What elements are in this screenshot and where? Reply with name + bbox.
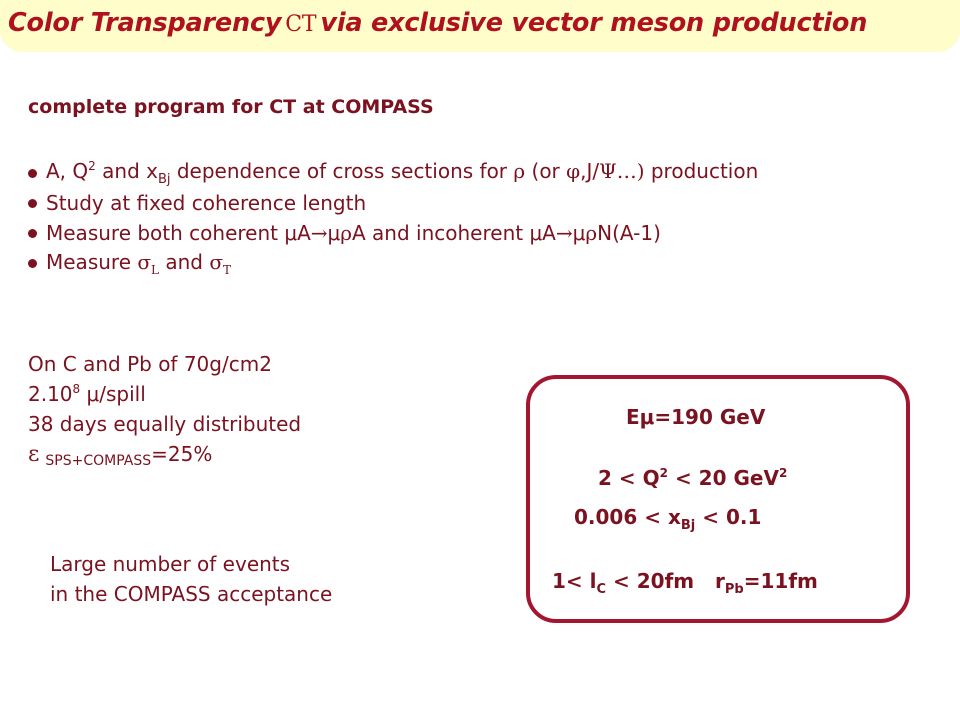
bullet-measure-sigma <box>28 248 758 278</box>
xbj-range: $0.006 < x_{Bj} < 0.1$ <box>574 505 762 533</box>
intensity-line: 2.10$^8$ μ/spill <box>28 382 146 406</box>
kinematics-box <box>526 375 910 623</box>
beam-energy: Eμ=190 GeV <box>626 405 766 429</box>
bullet-text: Measure both coherent μA→μρA and incoherent μA→μρN(A-1) <box>46 221 661 245</box>
events-line-1: Large number of events <box>50 552 291 576</box>
bullet-text: Study at fixed coherence length <box>46 191 367 215</box>
efficiency-line: ε $_{SPS+COMPASS}$=25% <box>28 442 213 469</box>
bullet-text: A, $Q^2$ and $x_{Bj}$ dependence of cross sections for ρ (or φ,J/Ψ…) production <box>46 159 759 187</box>
bullet-dependence <box>28 158 758 188</box>
coherence-length-range: $1< l_C < 20fm$ $r_{Pb}=11fm$ <box>552 569 818 597</box>
bullet-coherence <box>28 188 758 218</box>
title-ct: CT <box>285 12 317 37</box>
bullet-icon <box>28 169 37 178</box>
target-line: On C and Pb of 70g/cm2 <box>28 352 272 376</box>
events-line-2: in the COMPASS acceptance <box>50 582 333 606</box>
events-note <box>50 552 332 612</box>
program-heading: complete program for CT at COMPASS <box>28 96 434 118</box>
q2-range: $2 < Q^2 < 20$ GeV$^2$ <box>598 466 788 490</box>
program-bullets <box>28 158 758 278</box>
bullet-measure-coherent <box>28 218 758 248</box>
days-line: 38 days equally distributed <box>28 412 302 436</box>
slide-title <box>8 8 867 38</box>
bullet-text: Measure $\sigma_L$ and $\sigma_T$ <box>46 249 231 277</box>
bullet-icon <box>28 229 37 238</box>
title-text-2: via exclusive vector meson production <box>320 8 868 38</box>
title-text-1: Color Transparency <box>8 8 282 38</box>
run-conditions <box>28 352 301 472</box>
title-bar <box>0 0 960 52</box>
bullet-icon <box>28 199 37 208</box>
bullet-icon <box>28 259 37 268</box>
